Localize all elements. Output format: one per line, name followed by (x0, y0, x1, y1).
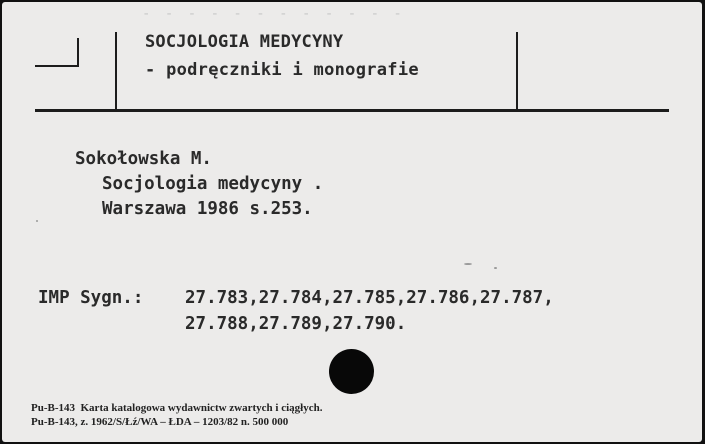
left-box-top-line (35, 65, 79, 67)
signature-label: IMP Sygn.: (38, 288, 144, 308)
header-left-divider (115, 32, 117, 110)
punch-hole (329, 349, 374, 394)
subject-heading: SOCJOLOGIA MEDYCYNY (145, 32, 344, 52)
header-bottom-rule (35, 109, 669, 112)
paper-speck (464, 263, 472, 265)
header-right-divider (516, 32, 518, 110)
paper-speck (36, 220, 38, 222)
footer-form-line1: Pu-B-143 Karta katalogowa wydawnictw zwartych i ciągłych. (31, 402, 323, 414)
bleed-through-text: - - - - - - - - - - - - (142, 6, 405, 22)
entry-title: Socjologia medycyny . (102, 174, 324, 194)
left-box-right-line (77, 38, 79, 67)
entry-author: Sokołowska M. (75, 149, 212, 169)
entry-publication: Warszawa 1986 s.253. (102, 199, 313, 219)
paper-speck (494, 267, 497, 269)
signature-numbers-line2: 27.788,27.789,27.790. (185, 314, 407, 334)
subject-subheading: - podręczniki i monografie (145, 60, 419, 80)
catalog-card (2, 2, 702, 442)
signature-numbers-line1: 27.783,27.784,27.785,27.786,27.787, (185, 288, 554, 308)
footer-form-line2: Pu-B-143, z. 1962/S/Łź/WA – ŁDA – 1203/82 n. 500 000 (31, 416, 289, 428)
